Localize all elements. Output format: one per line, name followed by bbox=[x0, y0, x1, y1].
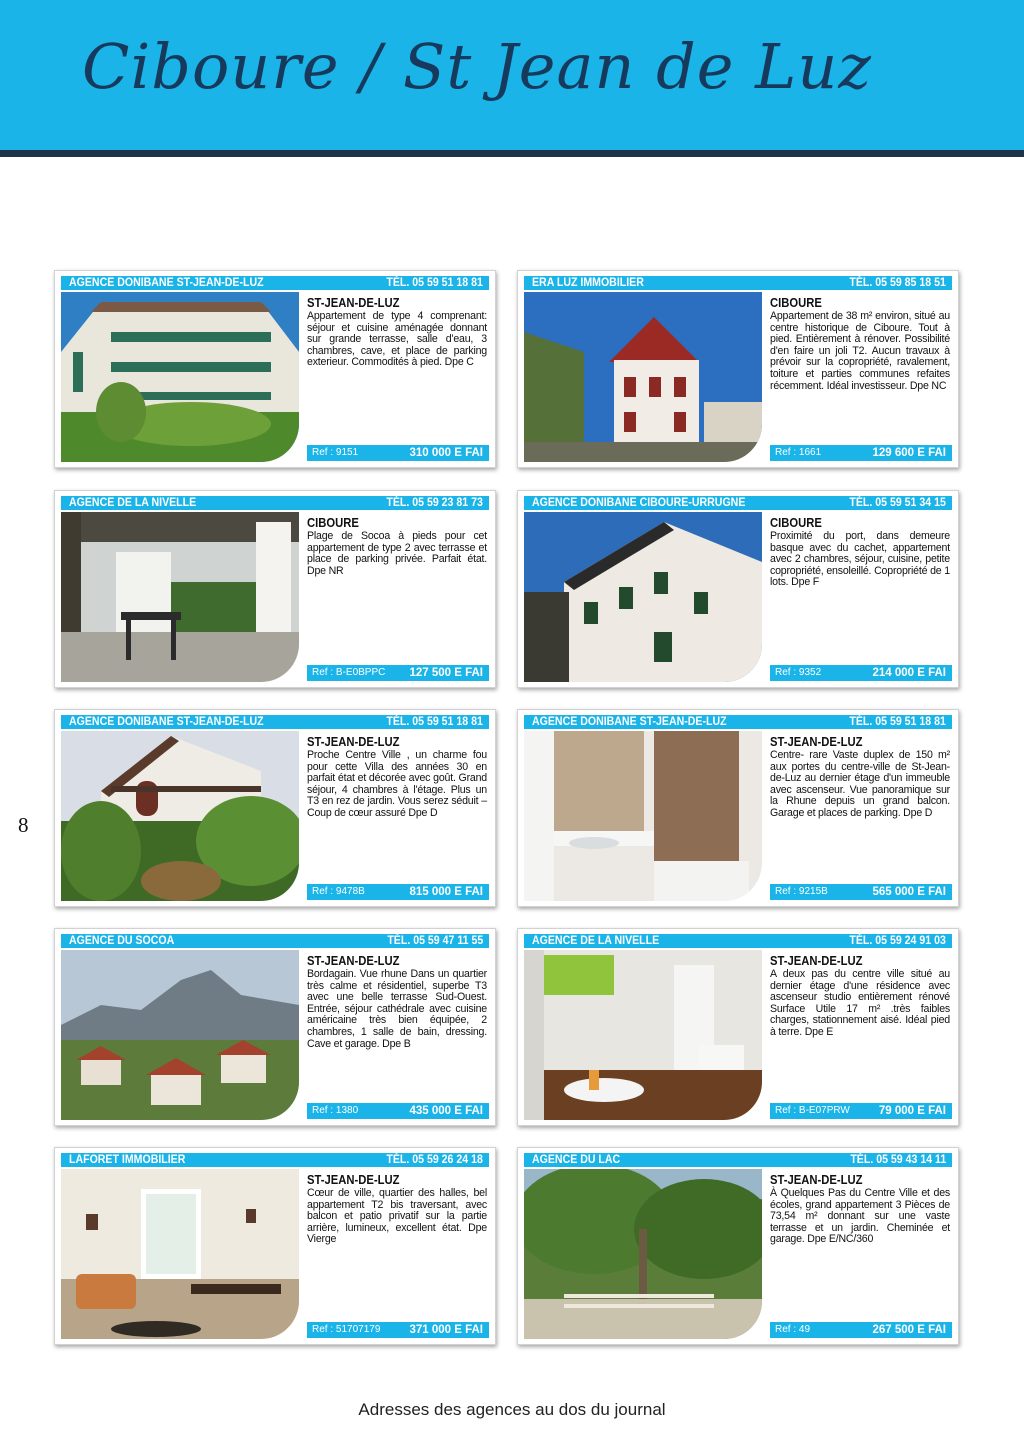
listing-description: Proximité du port, dans demeure basque avec du cachet, appartement avec 2 chambres, séjour, cuisine, petite copropriété, ensoleillé. Copropriété de 1 lots. Dpe F bbox=[770, 530, 950, 589]
price-bar bbox=[770, 665, 952, 681]
listing-description: Plage de Socoa à pieds pour cet appartement de type 2 avec terrasse et place de parking privée. Parfait état. Dpe NR bbox=[307, 530, 487, 577]
agency-phone: TÉL. 05 59 51 18 81 bbox=[386, 277, 483, 289]
property-photo bbox=[524, 1169, 762, 1339]
listing-content bbox=[770, 516, 950, 589]
listing-card[interactable] bbox=[54, 270, 496, 468]
listing-town: ST-JEAN-DE-LUZ bbox=[770, 735, 863, 749]
listing-card[interactable] bbox=[517, 490, 959, 688]
agency-bar bbox=[61, 715, 489, 729]
page-title: Ciboure / St Jean de Luz bbox=[82, 30, 872, 103]
listing-description: Centre- rare Vaste duplex de 150 m² aux portes du centre-ville de St-Jean-de-Luz au dernier étage d'un immeuble avec ascenseur. Vue panoramique sur la Rhune depuis un grand balcon. Garage et places de parking. Dpe D bbox=[770, 749, 950, 819]
listing-price: 565 000 E FAI bbox=[872, 886, 946, 898]
property-photo bbox=[524, 950, 762, 1120]
listing-content bbox=[770, 296, 950, 392]
price-bar bbox=[770, 884, 952, 900]
price-bar bbox=[770, 445, 952, 461]
agency-bar bbox=[524, 1153, 952, 1167]
listing-price: 310 000 E FAI bbox=[409, 447, 483, 459]
agency-phone: TÉL. 05 59 51 18 81 bbox=[849, 716, 946, 728]
property-photo bbox=[61, 292, 299, 462]
agency-phone: TÉL. 05 59 47 11 55 bbox=[387, 935, 483, 947]
agency-name: AGENCE DE LA NIVELLE bbox=[532, 935, 660, 947]
listing-description: Proche Centre Ville , un charme fou pour cette Villa des années 30 en parfait état et décorée avec goût. Grand séjour, 4 chambres à l'étage. Plus un T3 en rez de jardin. Vous serez séduit – Coup de cœur assuré Dpe D bbox=[307, 749, 487, 819]
listing-description: Appartement de 38 m² environ, situé au centre historique de Ciboure. Tout à pied. Entièrement à rénover. Possibilité d'en faire un joli T2. Aucun travaux à prévoir sur la copropriété, ravalement, toiture et parties communes refaites récemment. Idéal investisseur. Dpe NC bbox=[770, 310, 950, 392]
header-divider bbox=[0, 150, 1024, 157]
listing-town: ST-JEAN-DE-LUZ bbox=[307, 1173, 400, 1187]
listing-description: Appartement de type 4 comprenant: séjour et cuisine aménagée donnant sur grande terrasse, salle d'eau, 3 chambres, cave, et place de parking exterieur. Commodités à pied. Dpe C bbox=[307, 310, 487, 369]
price-bar bbox=[307, 1103, 489, 1119]
footer-note: Adresses des agences au dos du journal bbox=[358, 1400, 666, 1419]
listing-card[interactable] bbox=[54, 490, 496, 688]
agency-bar bbox=[524, 496, 952, 510]
agency-phone: TÉL. 05 59 43 14 11 bbox=[850, 1154, 946, 1166]
property-photo bbox=[524, 292, 762, 462]
agency-name: AGENCE DONIBANE CIBOURE-URRUGNE bbox=[532, 497, 746, 509]
listing-town: ST-JEAN-DE-LUZ bbox=[307, 735, 400, 749]
listing-town: ST-JEAN-DE-LUZ bbox=[307, 954, 400, 968]
listing-card[interactable] bbox=[517, 1147, 959, 1345]
agency-name: LAFORET IMMOBILIER bbox=[69, 1154, 186, 1166]
price-bar bbox=[770, 1322, 952, 1338]
agency-phone: TÉL. 05 59 26 24 18 bbox=[386, 1154, 483, 1166]
listing-town: CIBOURE bbox=[770, 516, 822, 530]
agency-name: ERA LUZ IMMOBILIER bbox=[532, 277, 644, 289]
listing-content bbox=[770, 954, 950, 1039]
listing-ref: Ref : 9151 bbox=[312, 447, 359, 458]
listing-content bbox=[770, 1173, 950, 1246]
listing-content bbox=[307, 296, 487, 369]
listing-town: ST-JEAN-DE-LUZ bbox=[770, 954, 863, 968]
listing-card[interactable] bbox=[517, 270, 959, 468]
agency-name: AGENCE DU LAC bbox=[532, 1154, 621, 1166]
listing-town: ST-JEAN-DE-LUZ bbox=[307, 296, 400, 310]
listing-ref: Ref : 1661 bbox=[775, 447, 822, 458]
listing-price: 214 000 E FAI bbox=[872, 667, 946, 679]
agency-bar bbox=[524, 276, 952, 290]
listing-card[interactable] bbox=[54, 709, 496, 907]
price-bar bbox=[307, 1322, 489, 1338]
price-bar bbox=[307, 665, 489, 681]
agency-bar bbox=[524, 934, 952, 948]
listing-ref: Ref : 49 bbox=[775, 1324, 811, 1335]
listing-price: 267 500 E FAI bbox=[872, 1324, 946, 1336]
listing-description: Bordagain. Vue rhune Dans un quartier très calme et résidentiel, superbe T3 avec une belle terrasse Sud-Ouest. Entrée, séjour cathédrale avec cuisine américaine très bien équipée, 2 chambres, 1 salle de bain, dressing. Cave et garage. Dpe B bbox=[307, 968, 487, 1050]
listing-ref: Ref : B-E0BPPC bbox=[312, 667, 386, 678]
listing-card[interactable] bbox=[517, 928, 959, 1126]
listing-description: A deux pas du centre ville situé au dernier étage d'une résidence avec ascenseur studio entièrement rénové Surface Utile 17 m² .très faibles charges, stationnement aisé. Idéal pied à terre. Dpe E bbox=[770, 968, 950, 1038]
agency-name: AGENCE DONIBANE ST-JEAN-DE-LUZ bbox=[532, 716, 727, 728]
listing-price: 435 000 E FAI bbox=[409, 1105, 483, 1117]
agency-phone: TÉL. 05 59 51 34 15 bbox=[849, 497, 946, 509]
listing-price: 129 600 E FAI bbox=[872, 447, 946, 459]
listing-price: 815 000 E FAI bbox=[409, 886, 483, 898]
agency-bar bbox=[61, 276, 489, 290]
listing-description: À Quelques Pas du Centre Ville et des écoles, grand appartement 3 Pièces de 73,54 m² donnant sur une vaste terrasse et un jardin. Cheminée et garage. Dpe E/NC/360 bbox=[770, 1187, 950, 1246]
listing-card[interactable] bbox=[54, 1147, 496, 1345]
listing-price: 371 000 E FAI bbox=[409, 1324, 483, 1336]
property-photo bbox=[61, 950, 299, 1120]
listing-town: CIBOURE bbox=[770, 296, 822, 310]
listing-town: ST-JEAN-DE-LUZ bbox=[770, 1173, 863, 1187]
listing-ref: Ref : 51707179 bbox=[312, 1324, 381, 1335]
agency-bar bbox=[61, 934, 489, 948]
agency-name: AGENCE DU SOCOA bbox=[69, 935, 175, 947]
property-photo bbox=[524, 731, 762, 901]
listing-town: CIBOURE bbox=[307, 516, 359, 530]
page-header bbox=[0, 0, 1024, 150]
property-photo bbox=[61, 512, 299, 682]
price-bar bbox=[307, 884, 489, 900]
listing-description: Cœur de ville, quartier des halles, bel appartement T2 bis traversant, avec balcon et patio privatif sur la partie arrière, lumineux, excellent état. Dpe Vierge bbox=[307, 1187, 487, 1246]
listing-card[interactable] bbox=[517, 709, 959, 907]
listing-content bbox=[307, 516, 487, 577]
agency-phone: TÉL. 05 59 85 18 51 bbox=[849, 277, 946, 289]
agency-bar bbox=[61, 1153, 489, 1167]
agency-phone: TÉL. 05 59 51 18 81 bbox=[386, 716, 483, 728]
agency-bar bbox=[524, 715, 952, 729]
property-photo bbox=[61, 731, 299, 901]
listing-ref: Ref : 9352 bbox=[775, 667, 822, 678]
price-bar bbox=[770, 1103, 952, 1119]
listing-content bbox=[307, 954, 487, 1050]
price-bar bbox=[307, 445, 489, 461]
property-photo bbox=[524, 512, 762, 682]
listing-content bbox=[770, 735, 950, 820]
listing-ref: Ref : 1380 bbox=[312, 1105, 359, 1116]
agency-name: AGENCE DONIBANE ST-JEAN-DE-LUZ bbox=[69, 716, 264, 728]
agency-phone: TÉL. 05 59 23 81 73 bbox=[386, 497, 483, 509]
listing-content bbox=[307, 1173, 487, 1246]
listing-price: 127 500 E FAI bbox=[409, 667, 483, 679]
listing-ref: Ref : 9215B bbox=[775, 886, 828, 897]
agency-name: AGENCE DONIBANE ST-JEAN-DE-LUZ bbox=[69, 277, 264, 289]
agency-name: AGENCE DE LA NIVELLE bbox=[69, 497, 197, 509]
listing-ref: Ref : B-E07PRW bbox=[775, 1105, 850, 1116]
page-number: 8 bbox=[18, 813, 29, 837]
agency-phone: TÉL. 05 59 24 91 03 bbox=[849, 935, 946, 947]
listing-content bbox=[307, 735, 487, 820]
agency-bar bbox=[61, 496, 489, 510]
listing-price: 79 000 E FAI bbox=[878, 1105, 946, 1117]
property-photo bbox=[61, 1169, 299, 1339]
listing-card[interactable] bbox=[54, 928, 496, 1126]
listing-ref: Ref : 9478B bbox=[312, 886, 365, 897]
